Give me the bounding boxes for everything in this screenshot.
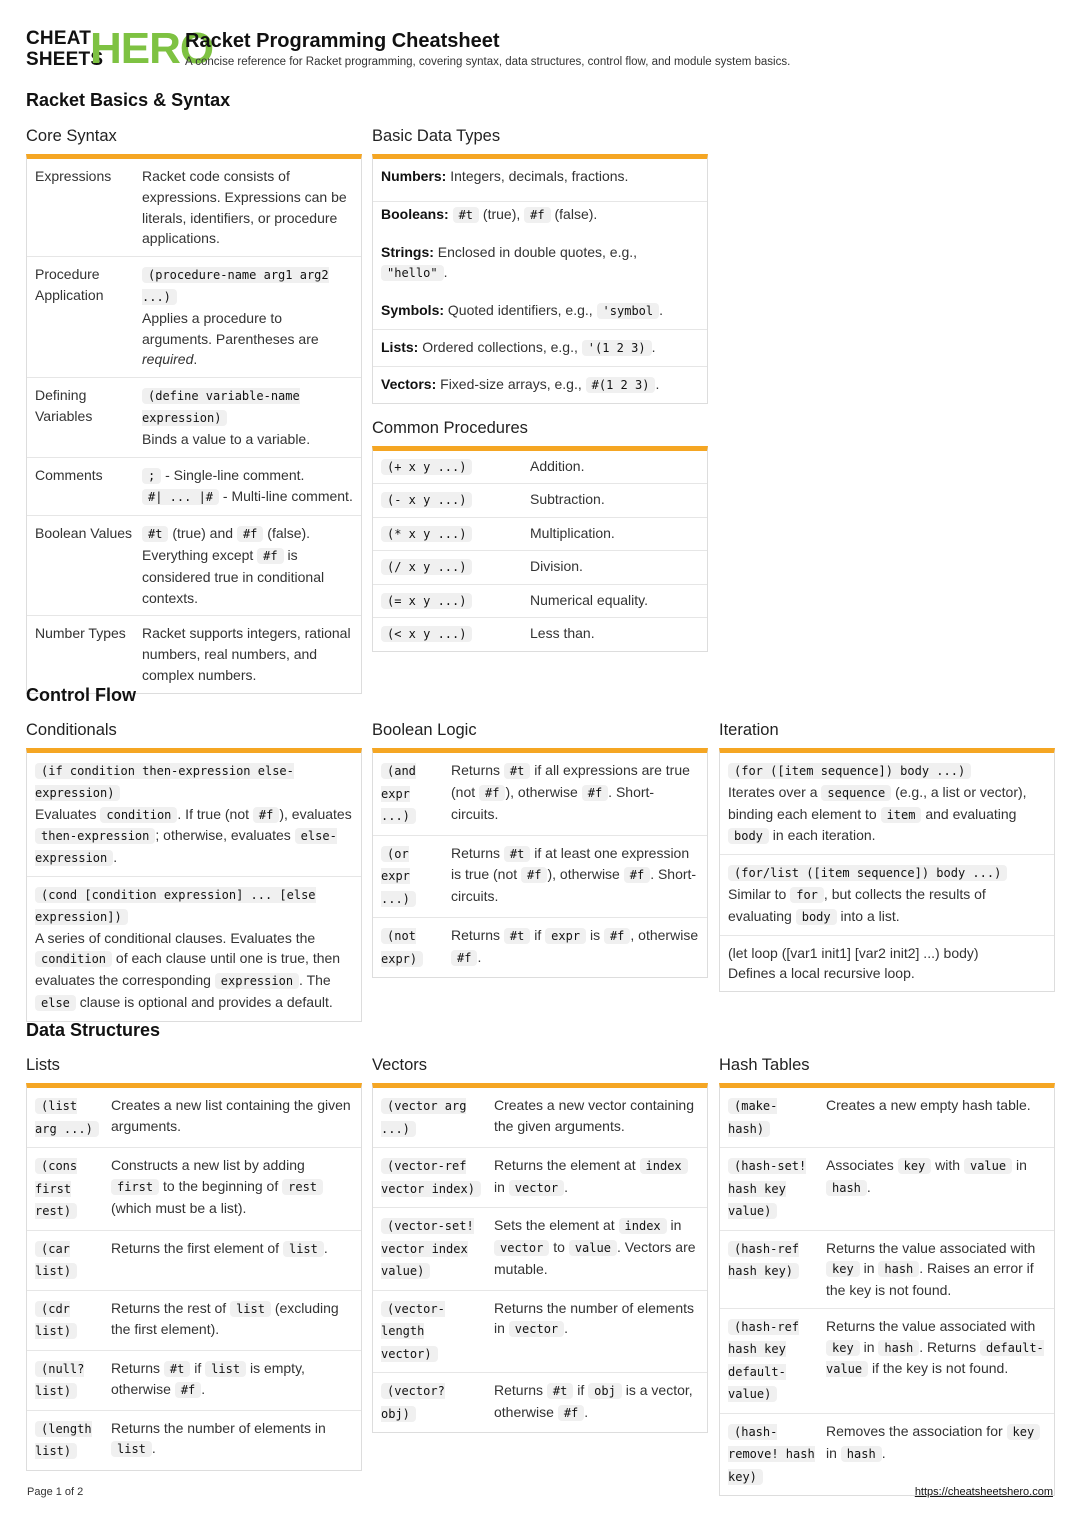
card-title: Core Syntax — [26, 127, 117, 145]
boolean-logic-card — [372, 748, 708, 978]
common-procedures-card — [372, 446, 708, 652]
table-row: (hash-set! hash key value) Associates key with value in hash . — [720, 1148, 1054, 1231]
logo-hero: HERO — [90, 24, 214, 73]
card-title: Conditionals — [26, 721, 117, 739]
card-title: Basic Data Types — [372, 127, 501, 145]
table-row: Defining Variables (define variable-name expression) Binds a value to a variable. — [27, 378, 361, 457]
table-row: (make-hash) Creates a new empty hash table. — [720, 1088, 1054, 1148]
table-row: Comments ; - Single-line comment. #| ... |# - Multi-line comment. — [27, 458, 361, 517]
table-row: (vector? obj) Returns #t if obj is a vector, otherwise #f . — [381, 1382, 693, 1421]
iteration-column — [719, 720, 1055, 992]
table-row: (hash-remove! hash key) Removes the association for key in hash . — [720, 1414, 1054, 1496]
card-title: Hash Tables — [719, 1056, 810, 1074]
data-types-column — [372, 126, 708, 652]
site-link[interactable]: https://cheatsheetshero.com — [914, 1486, 1053, 1498]
section-title-data-structures: Data Structures — [26, 1020, 161, 1040]
page-subtitle: A concise reference for Racket programming, covering syntax, data structures, control flow, and module system basics. — [185, 56, 791, 68]
list-item: (for ([item sequence]) body ...) Iterates over a sequence (e.g., a list or vector), binding each element to item and evaluating body in each iteration. — [720, 753, 1054, 855]
table-row: (* x y ...) Multiplication. — [373, 518, 707, 552]
table-row: (/ x y ...) Division. — [373, 551, 707, 585]
list-item: Vectors: Fixed-size arrays, e.g., #(1 2 3) . — [381, 375, 660, 392]
vectors-card — [372, 1083, 708, 1433]
boolean-logic-column — [372, 720, 708, 978]
logo-text: CHEAT SHEETS — [26, 28, 104, 70]
table-row: (hash-ref hash key) Returns the value associated with key in hash . Raises an error if the key is not found. — [720, 1231, 1054, 1309]
card-title: Lists — [26, 1056, 60, 1074]
table-row: Boolean Values #t (true) and #f (false). Everything except #f is considered true in conditional contexts. — [27, 516, 361, 616]
list-item: Booleans: #t (true), #f (false). — [381, 205, 598, 222]
table-row: (- x y ...) Subtraction. — [373, 484, 707, 518]
table-row: (length list) Returns the number of elements in list . — [35, 1419, 326, 1458]
table-row: (car list) Returns the first element of list . — [27, 1231, 361, 1291]
card-title: Vectors — [372, 1056, 428, 1074]
page-number: Page 1 of 2 — [27, 1486, 84, 1498]
table-row: (vector-length vector) Returns the number of elements in vector . — [373, 1291, 707, 1374]
list-item: Numbers: Integers, decimals, fractions. — [373, 159, 707, 202]
core-syntax-column — [26, 126, 362, 694]
conditionals-card — [26, 748, 362, 1022]
list-item: (if condition then-expression else-expression) Evaluates condition . If true (not #f ), evaluates then-expression ; otherwise, evaluates else-expression . — [27, 753, 361, 877]
table-row: (cdr list) Returns the rest of list (excluding the first element). — [27, 1291, 361, 1351]
conditionals-column — [26, 720, 362, 1022]
card-title: Common Procedures — [372, 418, 528, 437]
table-row: (list arg ...) Creates a new list containing the given arguments. — [27, 1088, 361, 1148]
table-row: (< x y ...) Less than. — [373, 618, 707, 651]
table-row: (vector-set! vector index value) Sets the element at index in vector to value . Vectors are mutable. — [373, 1208, 707, 1291]
table-row: Expressions Racket code consists of expressions. Expressions can be literals, identifiers, or procedure applications. — [27, 159, 361, 257]
table-row: (not expr) Returns #t if expr is #f , otherwise #f . — [381, 927, 699, 966]
list-item: (for/list ([item sequence]) body ...) Similar to for , but collects the results of evaluating body into a list. — [720, 855, 1054, 935]
table-row: Number Types Racket supports integers, rational numbers, real numbers, and complex numbers. — [35, 625, 351, 683]
lists-card — [26, 1083, 362, 1471]
data-types-card — [372, 154, 708, 404]
section-title-control-flow: Control Flow — [26, 685, 136, 705]
table-row: (and expr ...) Returns #t if all expressions are true (not #f ), otherwise #f . Short-circuits. — [373, 753, 707, 836]
list-item: (let loop ([var1 init1] [var2 init2] ...) body) Defines a local recursive loop. — [728, 944, 979, 982]
list-item: Lists: Ordered collections, e.g., '(1 2 3) . — [373, 330, 707, 367]
section-title-basics: Racket Basics & Syntax — [26, 90, 231, 110]
cheatsheetshero-logo[interactable] — [26, 24, 214, 73]
table-row: (cons first rest) Constructs a new list by adding first to the beginning of rest (which must be a list). — [27, 1148, 361, 1231]
lists-column — [26, 1055, 362, 1471]
core-syntax-card — [26, 154, 362, 694]
hash-tables-column — [719, 1055, 1055, 1496]
table-row: (hash-ref hash key default-value) Returns the value associated with key in hash . Returns default-value if the key is not found. — [720, 1309, 1054, 1414]
iteration-card — [719, 748, 1055, 992]
page-title: Racket Programming Cheatsheet — [185, 30, 500, 52]
table-row: (= x y ...) Numerical equality. — [373, 585, 707, 619]
card-title: Iteration — [719, 721, 779, 739]
table-row: Procedure Application (procedure-name arg1 arg2 ...) Applies a procedure to arguments. Parentheses are required. — [27, 257, 361, 378]
header — [26, 24, 1056, 73]
table-row: (vector-ref vector index) Returns the element at index in vector . — [373, 1148, 707, 1208]
list-item: (cond [condition expression] ... [else expression]) A series of conditional clauses. Evaluates the condition of each clause until one is true, then evaluates the corresponding expression . The else clause is optional and provides a default. — [35, 887, 341, 1010]
table-row: (or expr ...) Returns #t if at least one expression is true (not #f ), otherwise #f . Short-circuits. — [373, 836, 707, 919]
table-row: (vector arg ...) Creates a new vector containing the given arguments. — [373, 1088, 707, 1148]
vectors-column — [372, 1055, 708, 1433]
card-title: Boolean Logic — [372, 721, 477, 739]
list-item: Strings: Enclosed in double quotes, e.g., "hello" . — [381, 243, 638, 281]
table-row: (+ x y ...) Addition. — [373, 451, 707, 485]
hash-tables-card — [719, 1083, 1055, 1496]
list-item: Symbols: Quoted identifiers, e.g., 'symbol . — [373, 298, 707, 330]
table-row: (null? list) Returns #t if list is empty, otherwise #f . — [27, 1351, 361, 1411]
